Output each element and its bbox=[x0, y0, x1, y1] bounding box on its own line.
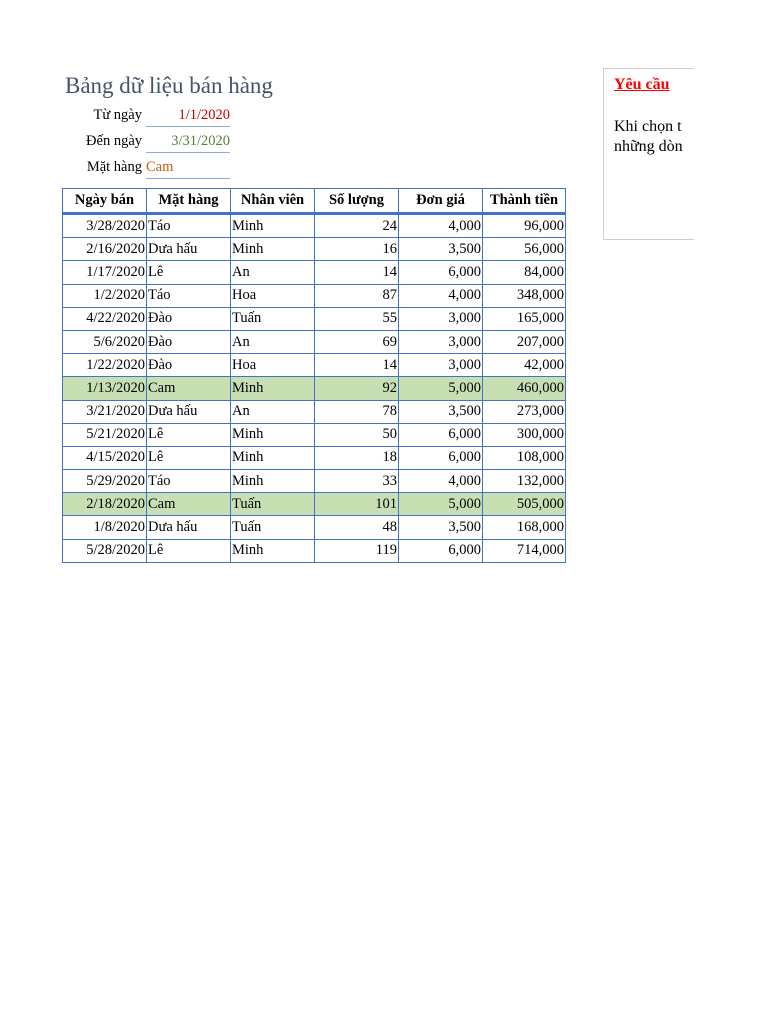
cell-staff[interactable]: Minh bbox=[231, 377, 315, 400]
cell-unit-price[interactable]: 6,000 bbox=[399, 446, 483, 469]
cell-unit-price[interactable]: 4,000 bbox=[399, 470, 483, 493]
cell-item[interactable]: Táo bbox=[147, 470, 231, 493]
cell-total[interactable]: 300,000 bbox=[483, 423, 566, 446]
table-row[interactable] bbox=[63, 539, 566, 562]
cell-item[interactable]: Dưa hấu bbox=[147, 238, 231, 261]
cell-total[interactable]: 132,000 bbox=[483, 470, 566, 493]
cell-unit-price[interactable]: 4,000 bbox=[399, 284, 483, 307]
to-date-field[interactable]: 3/31/2020 bbox=[146, 133, 230, 153]
table-row[interactable] bbox=[63, 330, 566, 353]
cell-date[interactable]: 2/18/2020 bbox=[63, 493, 147, 516]
cell-unit-price[interactable]: 4,000 bbox=[399, 214, 483, 238]
cell-unit-price[interactable]: 3,000 bbox=[399, 330, 483, 353]
cell-total[interactable]: 273,000 bbox=[483, 400, 566, 423]
cell-date[interactable]: 1/22/2020 bbox=[63, 354, 147, 377]
cell-date[interactable]: 1/13/2020 bbox=[63, 377, 147, 400]
from-date-field[interactable]: 1/1/2020 bbox=[146, 107, 230, 127]
cell-item[interactable]: Đào bbox=[147, 307, 231, 330]
table-row[interactable] bbox=[63, 516, 566, 539]
cell-date[interactable]: 3/28/2020 bbox=[63, 214, 147, 238]
header-item[interactable]: Mặt hàng bbox=[147, 189, 231, 214]
cell-total[interactable]: 108,000 bbox=[483, 446, 566, 469]
cell-total[interactable]: 42,000 bbox=[483, 354, 566, 377]
cell-quantity[interactable]: 18 bbox=[315, 446, 399, 469]
table-row[interactable] bbox=[63, 446, 566, 469]
cell-quantity[interactable]: 78 bbox=[315, 400, 399, 423]
table-header-row bbox=[63, 189, 566, 214]
cell-item[interactable]: Lê bbox=[147, 423, 231, 446]
note-line: những dòn bbox=[614, 138, 683, 155]
cell-date[interactable]: 1/8/2020 bbox=[63, 516, 147, 539]
note-box bbox=[603, 68, 694, 240]
note-title: Yêu cầu bbox=[614, 76, 670, 93]
cell-item[interactable]: Dưa hấu bbox=[147, 516, 231, 539]
cell-item[interactable]: Lê bbox=[147, 539, 231, 562]
cell-quantity[interactable]: 87 bbox=[315, 284, 399, 307]
cell-date[interactable]: 1/17/2020 bbox=[63, 261, 147, 284]
table-row[interactable] bbox=[63, 238, 566, 261]
cell-total[interactable]: 348,000 bbox=[483, 284, 566, 307]
cell-staff[interactable]: Hoa bbox=[231, 354, 315, 377]
table-row[interactable] bbox=[63, 284, 566, 307]
table-row[interactable] bbox=[63, 261, 566, 284]
cell-staff[interactable]: Hoa bbox=[231, 284, 315, 307]
cell-quantity[interactable]: 14 bbox=[315, 261, 399, 284]
cell-quantity[interactable]: 92 bbox=[315, 377, 399, 400]
cell-item[interactable]: Cam bbox=[147, 377, 231, 400]
cell-item[interactable]: Táo bbox=[147, 284, 231, 307]
cell-quantity[interactable]: 33 bbox=[315, 470, 399, 493]
header-unit-price[interactable]: Đơn giá bbox=[399, 189, 483, 214]
filter-item-row bbox=[60, 159, 174, 179]
cell-staff[interactable]: Tuấn bbox=[231, 307, 315, 330]
page-title: Bảng dữ liệu bán hàng bbox=[65, 73, 273, 98]
table-row[interactable] bbox=[63, 377, 566, 400]
cell-item[interactable]: Đào bbox=[147, 354, 231, 377]
table-row[interactable] bbox=[63, 354, 566, 377]
cell-quantity[interactable]: 119 bbox=[315, 539, 399, 562]
cell-quantity[interactable]: 101 bbox=[315, 493, 399, 516]
cell-total[interactable]: 96,000 bbox=[483, 214, 566, 238]
cell-date[interactable]: 5/29/2020 bbox=[63, 470, 147, 493]
to-date-label: Đến ngày bbox=[86, 133, 142, 149]
cell-staff[interactable]: Minh bbox=[231, 539, 315, 562]
cell-quantity[interactable]: 24 bbox=[315, 214, 399, 238]
cell-staff[interactable]: Minh bbox=[231, 214, 315, 238]
cell-quantity[interactable]: 48 bbox=[315, 516, 399, 539]
cell-unit-price[interactable]: 3,000 bbox=[399, 354, 483, 377]
cell-total[interactable]: 56,000 bbox=[483, 238, 566, 261]
cell-unit-price[interactable]: 6,000 bbox=[399, 261, 483, 284]
cell-date[interactable]: 5/21/2020 bbox=[63, 423, 147, 446]
cell-unit-price[interactable]: 3,500 bbox=[399, 238, 483, 261]
table-row[interactable] bbox=[63, 423, 566, 446]
cell-item[interactable]: Lê bbox=[147, 446, 231, 469]
header-date[interactable]: Ngày bán bbox=[63, 189, 147, 214]
sales-table bbox=[62, 188, 566, 563]
item-label: Mặt hàng bbox=[86, 159, 142, 175]
cell-date[interactable]: 4/15/2020 bbox=[63, 446, 147, 469]
cell-staff[interactable]: Minh bbox=[231, 238, 315, 261]
cell-staff[interactable]: Tuấn bbox=[231, 516, 315, 539]
table-row[interactable] bbox=[63, 493, 566, 516]
note-body bbox=[614, 117, 683, 157]
table-row[interactable] bbox=[63, 470, 566, 493]
cell-item[interactable]: Dưa hấu bbox=[147, 400, 231, 423]
cell-total[interactable]: 460,000 bbox=[483, 377, 566, 400]
cell-quantity[interactable]: 69 bbox=[315, 330, 399, 353]
cell-date[interactable]: 1/2/2020 bbox=[63, 284, 147, 307]
table-row[interactable] bbox=[63, 214, 566, 238]
table-body bbox=[63, 214, 566, 563]
cell-unit-price[interactable]: 6,000 bbox=[399, 423, 483, 446]
sales-table-container bbox=[62, 188, 566, 563]
cell-item[interactable]: Đào bbox=[147, 330, 231, 353]
cell-total[interactable]: 165,000 bbox=[483, 307, 566, 330]
cell-item[interactable]: Táo bbox=[147, 214, 231, 238]
cell-total[interactable]: 168,000 bbox=[483, 516, 566, 539]
header-quantity[interactable]: Số lượng bbox=[315, 189, 399, 214]
table-row[interactable] bbox=[63, 400, 566, 423]
cell-quantity[interactable]: 14 bbox=[315, 354, 399, 377]
header-staff[interactable]: Nhân viên bbox=[231, 189, 315, 214]
cell-unit-price[interactable]: 5,000 bbox=[399, 493, 483, 516]
cell-quantity[interactable]: 16 bbox=[315, 238, 399, 261]
cell-unit-price[interactable]: 6,000 bbox=[399, 539, 483, 562]
cell-staff[interactable]: Minh bbox=[231, 470, 315, 493]
cell-date[interactable]: 5/6/2020 bbox=[63, 330, 147, 353]
cell-total[interactable]: 207,000 bbox=[483, 330, 566, 353]
cell-quantity[interactable]: 50 bbox=[315, 423, 399, 446]
cell-date[interactable]: 3/21/2020 bbox=[63, 400, 147, 423]
cell-staff[interactable]: Minh bbox=[231, 446, 315, 469]
filter-to-row bbox=[60, 133, 230, 153]
cell-total[interactable]: 505,000 bbox=[483, 493, 566, 516]
cell-date[interactable]: 2/16/2020 bbox=[63, 238, 147, 261]
cell-staff[interactable]: An bbox=[231, 261, 315, 284]
cell-total[interactable]: 84,000 bbox=[483, 261, 566, 284]
cell-date[interactable]: 4/22/2020 bbox=[63, 307, 147, 330]
filter-from-row bbox=[60, 107, 230, 127]
cell-staff[interactable]: An bbox=[231, 330, 315, 353]
cell-unit-price[interactable]: 3,500 bbox=[399, 400, 483, 423]
item-field[interactable]: Cam bbox=[146, 159, 230, 179]
note-line: Khi chọn t bbox=[614, 118, 682, 135]
cell-item[interactable]: Lê bbox=[147, 261, 231, 284]
cell-staff[interactable]: Minh bbox=[231, 423, 315, 446]
cell-unit-price[interactable]: 5,000 bbox=[399, 377, 483, 400]
cell-unit-price[interactable]: 3,500 bbox=[399, 516, 483, 539]
cell-unit-price[interactable]: 3,000 bbox=[399, 307, 483, 330]
cell-quantity[interactable]: 55 bbox=[315, 307, 399, 330]
cell-total[interactable]: 714,000 bbox=[483, 539, 566, 562]
cell-staff[interactable]: Tuấn bbox=[231, 493, 315, 516]
from-date-label: Từ ngày bbox=[93, 107, 142, 123]
table-row[interactable] bbox=[63, 307, 566, 330]
cell-date[interactable]: 5/28/2020 bbox=[63, 539, 147, 562]
header-total[interactable]: Thành tiền bbox=[483, 189, 566, 214]
cell-staff[interactable]: An bbox=[231, 400, 315, 423]
cell-item[interactable]: Cam bbox=[147, 493, 231, 516]
